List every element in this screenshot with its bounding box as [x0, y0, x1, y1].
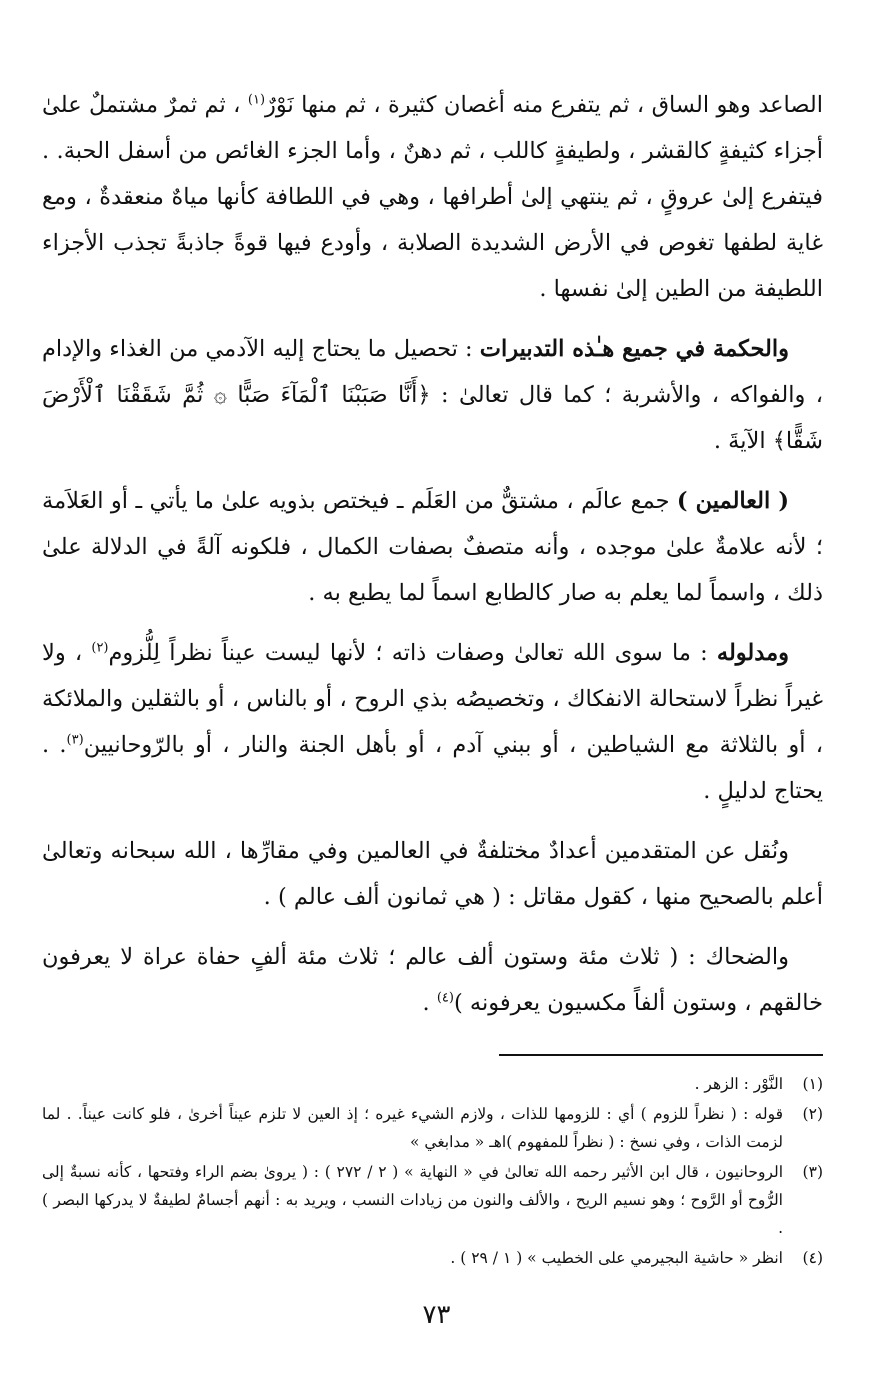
paragraph-6: [42, 934, 823, 1026]
footnote-text: قوله : ( نظراً للزوم ) أي : للزومها للذات ، ولازم الشيء غيره ؛ إذ العين لا تلزم عيناً أخرىٰ ، فلو كانت عيناً. . لما لزمت الذات ، وفي نسخ : ( نظراً للمفهوم )اهـ « مدابغي »: [42, 1105, 783, 1151]
paragraph-text: : تحصيل ما يحتاج إليه الآدمي من الغذاء والإدام ، والفواكه ، والأشربة ؛ كما قال تعالىٰ : ﴿أَنَّا صَبَبْنَا ٱلْمَآءَ صَبًّا ۞ ثُمَّ شَقَقْنَا ٱلْأَرْضَ شَقًّا﴾ الآيةَ .: [42, 336, 823, 454]
footnote-ref-3[interactable]: (٣): [66, 732, 84, 748]
footnote-number: (٣): [802, 1163, 823, 1181]
paragraph-text: والضحاك : ( ثلاث مئة وستون ألف عالم ؛ ثلاث مئة ألفٍ حفاة عراة لا يعرفون خالقهم ، وستون ألفاً مكسيون يعرفونه ): [42, 944, 823, 1016]
footnote-3: [42, 1158, 823, 1242]
paragraph-5: [42, 828, 823, 920]
footnote-number: (٢): [802, 1105, 823, 1123]
footnote-2: [42, 1100, 823, 1156]
footnote-number: (١): [802, 1075, 823, 1093]
paragraph-text: .: [422, 990, 437, 1016]
footnotes: [42, 1070, 823, 1272]
footnote-text: النَّوْر : الزهر .: [694, 1075, 783, 1093]
paragraph-text: الصاعد وهو الساق ، ثم يتفرع منه أغصان كثيرة ، ثم منها نَوْرٌ: [265, 92, 823, 118]
footnote-4: [42, 1244, 823, 1272]
footnote-ref-4[interactable]: (٤): [436, 990, 454, 1006]
footnote-text: الروحانيون ، قال ابن الأثير رحمه الله تعالىٰ في « النهاية » ( ٢ / ٢٧٢ ) : ( يروىٰ بضم الراء وفتحها ، كأنه نسبةٌ إلى الرُّوح أو الرَّوح ؛ وهو نسيم الريح ، والألف والنون من زيادات النسب ، ويريد به : أنهم أجسامٌ لطيفةٌ لا يدركها البصر ) .: [42, 1163, 784, 1237]
paragraph-2: [42, 326, 823, 464]
paragraph-text: . . يحتاج لدليلٍ .: [42, 732, 823, 804]
footnote-1: [42, 1070, 823, 1098]
footnote-text: انظر « حاشية البجيرمي على الخطيب » ( ١ / ٢٩ ) .: [450, 1249, 783, 1267]
paragraph-text: ونُقل عن المتقدمين أعدادٌ مختلفةٌ في العالمين وفي مقارِّها ، الله سبحانه وتعالىٰ أعلم بالصحيح منها ، كقول مقاتل : ( هي ثمانون ألف عالم ) .: [42, 838, 823, 910]
paragraph-heading: والحكمة في جميع هـٰذه التدبيرات: [479, 336, 789, 362]
paragraph-1: [42, 82, 823, 312]
paragraph-text: : ما سوى الله تعالىٰ وصفات ذاته ؛ لأنها ليست عيناً نظراً لِلُّزوم: [108, 640, 717, 666]
paragraph-4: [42, 630, 823, 814]
footnote-number: (٤): [802, 1249, 823, 1267]
footnote-ref-1[interactable]: (١): [247, 92, 266, 108]
footnote-divider: [499, 1054, 823, 1056]
paragraph-heading: ( العالمين ): [676, 488, 789, 514]
paragraph-text: جمع عالَم ، مشتقٌّ من العَلَم ـ فيختص بذويه علىٰ ما يأتي ـ أو العَلاَمة ؛ لأنه علامةٌ علىٰ موجده ، وأنه متصفٌ بصفات الكمال ، فلكونه آلةً في الدلالة علىٰ ذلك ، واسماً لما يعلم به صار كالطابع اسماً لما يطبع به .: [42, 488, 823, 606]
paragraph-text: ، ولا غيراً نظراً لاستحالة الانفكاك ، وتخصيصُه بذي الروح ، أو بالناس ، أو بالثقلين والملائكة ، أو بالثلاثة مع الشياطين ، أو ببني آدم ، أو بأهل الجنة والنار ، أو بالرّوحانيين: [42, 640, 823, 758]
page-number: ٧٣: [422, 1300, 451, 1330]
footnote-ref-2[interactable]: (٢): [91, 640, 109, 656]
paragraph-text: ، ثم ثمرٌ مشتملٌ علىٰ أجزاء كثيفةٍ كالقشر ، ولطيفةٍ كاللب ، ثم دهنٌ ، وأما الجزء الغائص من أسفل الحبة. . فيتفرع إلىٰ عروقٍ ، ثم ينتهي إلىٰ أطرافها ، وهي في اللطافة كأنها مياهٌ منعقدةٌ ، ومع غاية لطفها تغوص في الأرض الشديدة الصلابة ، وأودع فيها قوةً جاذبةً تجذب الأجزاء اللطيفة من الطين إلىٰ نفسها .: [42, 92, 823, 302]
paragraph-3: [42, 478, 823, 616]
paragraph-heading: ومدلوله: [716, 640, 790, 666]
